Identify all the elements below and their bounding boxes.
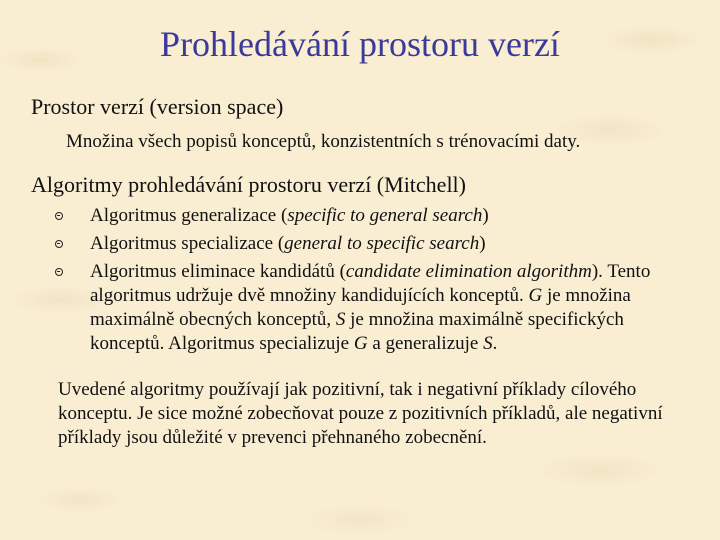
details-text: je množina maximálně obecných konceptů, [90, 285, 631, 330]
list-item-candidate-elimination [52, 260, 702, 356]
circle-bullet-icon [55, 240, 63, 248]
bullet-after: ). [591, 261, 603, 282]
bullet-italic: candidate elimination algorithm [345, 261, 592, 282]
version-space-definition: Množina všech popisů konceptů, konzistentních s trénovacími daty. [66, 131, 581, 152]
circle-bullet-icon [55, 268, 63, 276]
details-text: je množina maximálně specifických konceptů. Algoritmus specializuje [90, 309, 624, 354]
circle-bullet-icon [55, 212, 63, 220]
set-s: S [335, 309, 346, 330]
bullet-italic: general to specific search [284, 233, 480, 254]
section-heading-algorithms: Algoritmy prohledávání prostoru verzí (Mitchell) [31, 172, 466, 197]
details-text: Tento algoritmus udržuje dvě množiny kandidujících konceptů. [90, 261, 651, 306]
set-s: S [483, 333, 493, 354]
details-text: . [492, 333, 498, 354]
bullet-text: Algoritmus generalizace ( [90, 205, 288, 226]
set-g: G [353, 333, 368, 354]
details-text: a generalizuje [367, 333, 484, 354]
bullet-italic: specific to general search [287, 205, 483, 226]
set-g: G [528, 285, 543, 306]
algorithm-list [52, 204, 702, 356]
list-item-generalization [52, 204, 702, 228]
closing-paragraph: Uvedené algoritmy používají jak pozitivní, tak i negativní příklady cílového konceptu. Je sice možné zobecňovat pouze z pozitivních příkladů, ale negativní příklady jsou důležité v prevenci přehnaného zobecnění. [58, 379, 663, 448]
list-item-specialization [52, 232, 702, 256]
bullet-text: Algoritmus specializace ( [90, 233, 285, 254]
section-heading-version-space: Prostor verzí (version space) [31, 94, 284, 119]
bullet-after: ) [479, 233, 486, 254]
slide-title: Prohledávání prostoru verzí [160, 24, 560, 64]
bullet-after: ) [482, 205, 489, 226]
bullet-text: Algoritmus eliminace kandidátů ( [90, 261, 346, 282]
